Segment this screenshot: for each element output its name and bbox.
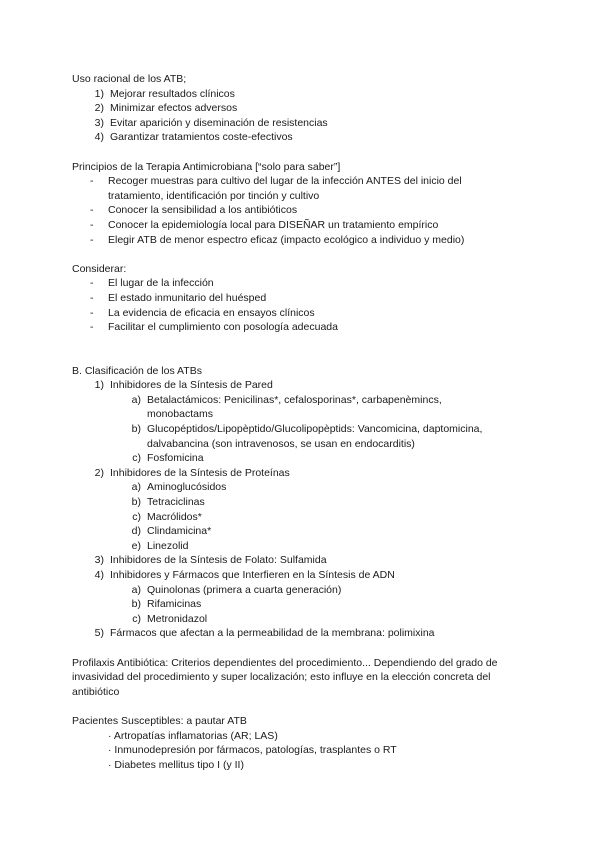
section-title-principios: Principios de la Terapia Antimicrobiana [“solo para saber”] [72,160,341,173]
section-title-considerar: Considerar: [72,262,127,275]
sub-item: a) Aminoglucósidos [131,481,227,494]
list-item: 2) Inhibidores de la Síntesis de Proteínas [94,466,290,479]
list-item: · Inmunodepresión por fármacos, patologías, trasplantes o RT [108,744,397,757]
sub-item: c) Fosfomicina [132,452,204,465]
profilaxis-paragraph: Profilaxis Antibiótica: Criterios dependientes del procedimiento... Dependiendo del grado de invasividad del procedimiento y super localización; esto influye en la elección concreta del antibiótico [72,656,498,698]
list-item: 1) Inhibidores de la Síntesis de Pared [94,379,273,392]
sub-item: c) Macrólidos* [132,510,202,523]
list-item: 2) Minimizar efectos adversos [94,102,238,115]
list-item: - Elegir ATB de menor espectro eficaz (impacto ecológico a individuo y medio) [90,233,465,246]
sub-item: d) Clindamicina* [131,525,212,538]
list-item: - Recoger muestras para cultivo del lugar de la infección ANTES del inicio del tratamiento, identificación por tinción y cultivo [90,175,462,202]
list-item: - El lugar de la infección [90,277,214,290]
list-item: - Facilitar el cumplimiento con posología adecuada [90,321,338,334]
list-item: 1) Mejorar resultados clínicos [94,87,235,100]
sub-item: b) Rifamicinas [131,598,202,611]
list-item: 3) Evitar aparición y diseminación de resistencias [94,116,328,129]
list-item: 4) Garantizar tratamientos coste-efectivos [94,131,293,144]
section-title-clasificacion: B. Clasificación de los ATBs [72,364,202,377]
list-item: 3) Inhibidores de la Síntesis de Folato: Sulfamida [94,554,327,567]
section-title-uso: Uso racional de los ATB; [72,73,187,85]
list-item: 4) Inhibidores y Fármacos que Interfieren en la Síntesis de ADN [94,569,395,581]
sub-item: b) Glucopéptidos/Lipopèptido/Glucolipopèptids: Vancomicina, daptomicina, dalvabancina (son intravenosos, se usan en endocarditis) [131,423,483,450]
list-item: - La evidencia de eficacia en ensayos clínicos [90,306,315,319]
sub-item: b) Tetraciclinas [131,496,205,509]
sub-item: e) Linezolid [131,539,189,552]
list-item: - Conocer la epidemiología local para DISEÑAR un tratamiento empírico [90,218,439,231]
list-item: - Conocer la sensibilidad a los antibióticos [90,204,298,217]
section-title-pacientes: Pacientes Susceptibles: a pautar ATB [72,714,247,727]
sub-item: c) Metronidazol [132,612,208,625]
sub-item: a) Quinolonas (primera a cuarta generación) [131,583,342,596]
list-item: 5) Fármacos que afectan a la permeabilidad de la membrana: polimixina [94,627,435,640]
list-item: · Artropatías inflamatorias (AR; LAS) [108,729,278,742]
list-item: - El estado inmunitario del huésped [90,291,267,304]
document-page [72,72,532,772]
sub-item: a) Betalactámicos: Penicilinas*, cefalosporinas*, carbapenèmincs, monobactams [131,393,442,421]
list-item: · Diabetes mellitus tipo I (y II) [108,758,244,771]
